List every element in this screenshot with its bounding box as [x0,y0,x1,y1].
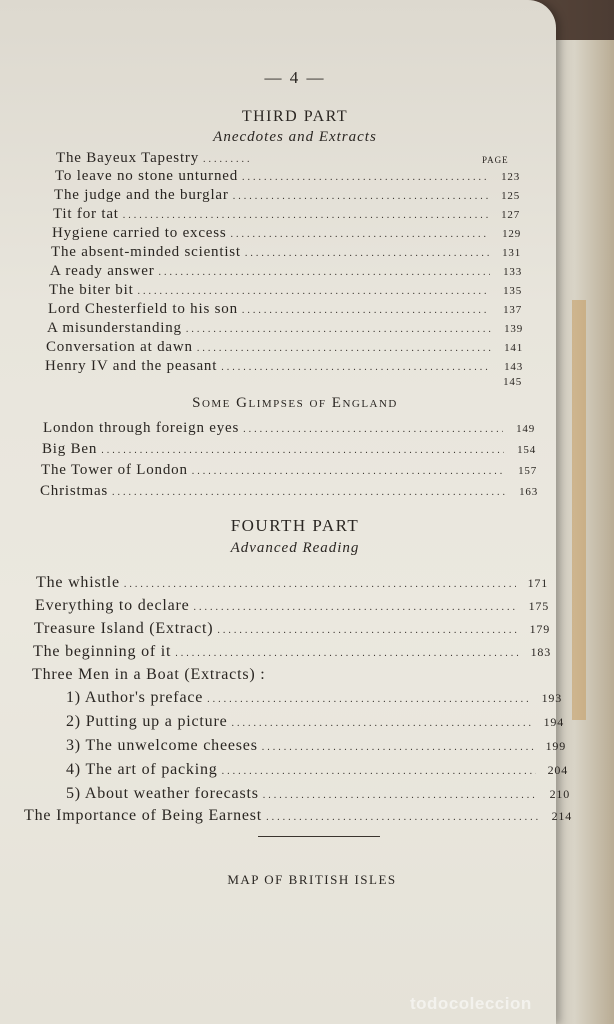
toc-entry [66,785,570,805]
page-edge-stain [572,300,586,720]
toc-entry [56,150,256,170]
leader-dots [175,648,519,659]
toc-entry [34,620,550,640]
toc-entry-page: 214 [551,809,572,823]
leader-dots [242,172,488,183]
toc-entry-title: A misunderstanding [47,320,182,336]
toc-entry-page: 141 [504,342,523,354]
toc-entry-title: 4) The art of packing [66,761,218,778]
toc-entry-title: A ready answer [50,263,155,279]
page-column-label: PAGE [482,155,509,165]
toc-entry [41,462,537,482]
toc-entry-title: Hygiene carried to excess [52,225,227,241]
leader-dots [123,210,488,221]
toc-entry-page: 127 [501,209,520,221]
leader-dots [245,248,489,259]
toc-entry-page: 143 [504,361,523,373]
leader-dots [186,324,491,335]
toc-entry-page: 163 [519,486,538,498]
leader-dots [242,305,490,316]
toc-entry-title: Lord Chesterfield to his son [48,301,238,317]
toc-entry-title: The whistle [36,574,120,591]
toc-entry-title: Henry IV and the peasant [45,358,218,374]
toc-entry-page: 204 [547,763,568,777]
leader-dots [263,790,538,801]
toc-entry-page: 133 [503,266,522,278]
toc-entry-page: 131 [502,247,521,259]
toc-entry [55,168,520,188]
toc-entry [494,376,524,396]
toc-entry [66,713,564,733]
toc-entry-page: 171 [527,576,548,590]
leader-dots [233,191,488,202]
toc-entry-title: The Bayeux Tapestry [56,150,200,166]
toc-entry-title: The biter bit [49,282,134,298]
toc-entry-title: 1) Author's preface [66,689,204,706]
toc-entry-title: The absent-minded scientist [51,244,241,260]
toc-entry-page: 154 [517,444,536,456]
toc-entry [51,244,521,264]
toc-entry [52,225,521,245]
toc-entry-page: 199 [545,739,566,753]
toc-entry-title: The Tower of London [41,462,188,478]
toc-entry-title: The beginning of it [33,643,172,660]
page-number: — 4 — [264,68,326,87]
section-subtitle-anecdotes: Anecdotes and Extracts [213,129,377,145]
leader-dots [101,445,504,456]
toc-entry [47,320,523,340]
toc-entry-title: Everything to declare [35,597,190,614]
section-title-glimpses: Some Glimpses of England [192,395,398,411]
toc-entry [45,358,523,378]
toc-entry [42,441,536,461]
toc-entry-title: Tit for tat [53,206,119,222]
toc-entry-page: 157 [518,465,537,477]
toc-entry-title: The Importance of Being Earnest [24,807,263,824]
toc-entry [49,282,522,302]
leader-dots [221,362,491,373]
toc-entry-title: London through foreign eyes [43,420,240,436]
section-title-fourth-part: FOURTH PART [230,516,360,535]
leader-dots [197,343,491,354]
toc-entry [66,761,568,781]
map-title: MAP OF BRITISH ISLES [227,872,397,887]
leader-dots [262,742,534,753]
toc-entry [24,807,572,827]
leader-dots [232,718,533,729]
toc-entry-title: 5) About weather forecasts [66,785,259,802]
toc-entry-page: 175 [528,599,549,613]
section-subtitle-advanced-reading: Advanced Reading [230,540,360,556]
toc-entry-page: 194 [543,715,564,729]
toc-entry [43,420,535,440]
toc-entry-title: Big Ben [42,441,98,457]
toc-entry [33,643,551,663]
leader-dots [203,154,252,165]
toc-entry [35,597,549,617]
toc-entry-title: 3) The unwelcome cheeses [66,737,258,754]
toc-entry-title: 2) Putting up a picture [66,713,228,730]
toc-entry-page: 145 [503,376,522,388]
toc-entry-page: 149 [516,423,535,435]
toc-entry-title: The judge and the burglar [54,187,229,203]
toc-entry-page: 179 [529,622,550,636]
toc-entry-page: 129 [502,228,521,240]
toc-entry [48,301,522,321]
toc-entry [40,483,538,503]
toc-entry-page: 183 [530,645,551,659]
toc-entry-title: Christmas [40,483,109,499]
toc-entry [66,689,562,709]
toc-entry [66,737,566,757]
toc-entry-title: Conversation at dawn [46,339,193,355]
toc-entry [54,187,520,207]
toc-entry [50,263,522,283]
leader-dots [112,487,506,498]
toc-entry-page: 125 [501,190,520,202]
leader-dots [124,579,516,590]
toc-entry [53,206,520,226]
leader-dots [159,267,491,278]
leader-dots [217,625,518,636]
leader-dots [138,286,490,297]
toc-entry [46,339,523,359]
toc-entry-title: Three Men in a Boat (Extracts) : [32,666,266,683]
toc-entry-page: 123 [501,171,520,183]
toc-entry-page: 210 [549,787,570,801]
section-title-third-part: THIRD PART [241,108,349,125]
leader-dots [231,229,489,240]
toc-entry-heading [32,666,432,686]
toc-entry-title: To leave no stone unturned [55,168,239,184]
divider-rule [258,836,380,837]
leader-dots [266,812,540,823]
leader-dots [194,602,517,613]
watermark-logo: todocoleccion [410,994,532,1013]
leader-dots [243,424,503,435]
leader-dots [192,466,505,477]
toc-entry-page: 135 [503,285,522,297]
toc-entry-page: 137 [503,304,522,316]
leader-dots [207,694,530,705]
toc-entry-page: 139 [504,323,523,335]
leader-dots [222,766,536,777]
toc-entry-page: 193 [541,691,562,705]
toc-entry-title: Treasure Island (Extract) [34,620,214,637]
toc-entry [36,574,548,594]
